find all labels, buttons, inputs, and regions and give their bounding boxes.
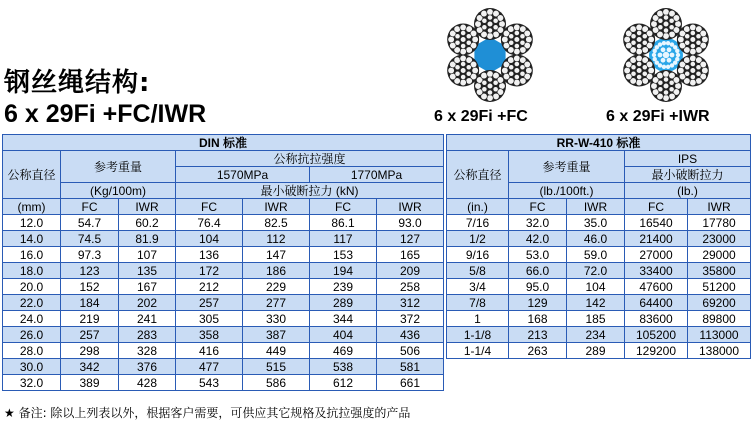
- table-cell: 165: [377, 247, 444, 263]
- rrw-sub-header: FC: [625, 199, 688, 215]
- table-row: [3, 359, 444, 375]
- table-cell: 342: [61, 359, 119, 375]
- table-row: [3, 343, 444, 359]
- table-cell: 586: [243, 375, 310, 391]
- table-cell: 449: [243, 343, 310, 359]
- table-cell: 153: [310, 247, 377, 263]
- table-cell: 104: [176, 231, 243, 247]
- table-cell: 64400: [625, 295, 688, 311]
- caption-fc: 6 x 29Fi +FC: [434, 108, 528, 125]
- table-cell: 46.0: [567, 231, 625, 247]
- din-weight-unit: (Kg/100m): [61, 183, 176, 199]
- table-cell: 328: [119, 343, 176, 359]
- table-cell: 16540: [625, 215, 688, 231]
- din-sub-header: IWR: [243, 199, 310, 215]
- table-cell: 74.5: [61, 231, 119, 247]
- din-table-title: DIN 标准: [3, 135, 444, 151]
- table-cell: 581: [377, 359, 444, 375]
- table-cell: 81.9: [119, 231, 176, 247]
- table-cell: 104: [567, 279, 625, 295]
- table-cell: 372: [377, 311, 444, 327]
- table-cell: 69200: [688, 295, 751, 311]
- table-cell: 152: [61, 279, 119, 295]
- table-row: [3, 231, 444, 247]
- table-cell: 389: [61, 375, 119, 391]
- table-row: [3, 295, 444, 311]
- table-cell: 29000: [688, 247, 751, 263]
- rrw-diameter-unit: (in.): [447, 199, 509, 215]
- table-cell: 258: [377, 279, 444, 295]
- table-cell: 112: [243, 231, 310, 247]
- din-sub-header: IWR: [119, 199, 176, 215]
- rrw-breaking-unit: (lb.): [625, 183, 751, 199]
- table-cell: 185: [567, 311, 625, 327]
- table-row: [3, 311, 444, 327]
- table-cell: 72.0: [567, 263, 625, 279]
- table-cell: 89800: [688, 311, 751, 327]
- page-title-construction: 6 x 29Fi +FC/IWR: [4, 100, 207, 128]
- table-row: [447, 247, 751, 263]
- table-row: [447, 263, 751, 279]
- table-cell: 18.0: [3, 263, 61, 279]
- table-cell: 7/8: [447, 295, 509, 311]
- table-cell: 387: [243, 327, 310, 343]
- rrw410-standard-table: [446, 134, 751, 359]
- table-cell: 35800: [688, 263, 751, 279]
- table-cell: 186: [243, 263, 310, 279]
- rrw-table-title: RR-W-410 标准: [447, 135, 751, 151]
- table-row: [447, 295, 751, 311]
- table-row: [447, 231, 751, 247]
- table-cell: 239: [310, 279, 377, 295]
- table-row: [447, 311, 751, 327]
- rrw-breaking-header: 最小破断拉力: [625, 167, 751, 183]
- din-sub-header: FC: [310, 199, 377, 215]
- table-cell: 138000: [688, 343, 751, 359]
- table-cell: 241: [119, 311, 176, 327]
- table-cell: 59.0: [567, 247, 625, 263]
- table-row: [3, 375, 444, 391]
- table-cell: 289: [567, 343, 625, 359]
- din-grade-1770: 1770MPa: [310, 167, 444, 183]
- table-cell: 9/16: [447, 247, 509, 263]
- table-cell: 358: [176, 327, 243, 343]
- table-cell: 86.1: [310, 215, 377, 231]
- table-cell: 136: [176, 247, 243, 263]
- table-cell: 184: [61, 295, 119, 311]
- table-cell: 35.0: [567, 215, 625, 231]
- table-cell: 51200: [688, 279, 751, 295]
- rrw-sub-header: FC: [509, 199, 567, 215]
- table-row: [3, 247, 444, 263]
- table-cell: 42.0: [509, 231, 567, 247]
- table-cell: 28.0: [3, 343, 61, 359]
- table-cell: 257: [61, 327, 119, 343]
- rrw-weight-unit: (lb./100ft.): [509, 183, 625, 199]
- table-cell: 129: [509, 295, 567, 311]
- table-cell: 305: [176, 311, 243, 327]
- table-cell: 436: [377, 327, 444, 343]
- table-cell: 47600: [625, 279, 688, 295]
- table-cell: 312: [377, 295, 444, 311]
- table-row: [447, 343, 751, 359]
- table-cell: 1: [447, 311, 509, 327]
- table-cell: 33400: [625, 263, 688, 279]
- table-cell: 123: [61, 263, 119, 279]
- table-cell: 142: [567, 295, 625, 311]
- footnote: ★ 备注: 除以上列表以外，根据客户需要，可供应其它规格及抗拉强度的产品: [4, 406, 411, 420]
- rope-cross-section-iwr-image: [618, 2, 714, 108]
- table-cell: 289: [310, 295, 377, 311]
- table-cell: 263: [509, 343, 567, 359]
- table-cell: 129200: [625, 343, 688, 359]
- table-cell: 213: [509, 327, 567, 343]
- rrw-grade-ips: IPS: [625, 151, 751, 167]
- table-row: [447, 327, 751, 343]
- table-row: [3, 279, 444, 295]
- table-cell: 344: [310, 311, 377, 327]
- rope-cross-section-fc-image: [442, 2, 538, 108]
- table-cell: 277: [243, 295, 310, 311]
- table-cell: 135: [119, 263, 176, 279]
- table-cell: 7/16: [447, 215, 509, 231]
- din-diameter-header: 公称直径: [3, 151, 61, 199]
- table-cell: 97.3: [61, 247, 119, 263]
- table-cell: 330: [243, 311, 310, 327]
- table-cell: 20.0: [3, 279, 61, 295]
- table-cell: 506: [377, 343, 444, 359]
- table-cell: 543: [176, 375, 243, 391]
- table-cell: 1/2: [447, 231, 509, 247]
- din-sub-header: IWR: [377, 199, 444, 215]
- table-row: [447, 215, 751, 231]
- din-strength-header: 公称抗拉强度: [176, 151, 444, 167]
- table-cell: 27000: [625, 247, 688, 263]
- table-cell: 60.2: [119, 215, 176, 231]
- table-cell: 202: [119, 295, 176, 311]
- table-cell: 54.7: [61, 215, 119, 231]
- table-cell: 612: [310, 375, 377, 391]
- table-cell: 1-1/4: [447, 343, 509, 359]
- table-cell: 538: [310, 359, 377, 375]
- table-cell: 469: [310, 343, 377, 359]
- table-cell: 21400: [625, 231, 688, 247]
- table-cell: 661: [377, 375, 444, 391]
- din-standard-table: [2, 134, 444, 391]
- din-sub-header: FC: [61, 199, 119, 215]
- table-row: [447, 279, 751, 295]
- rrw-weight-header: 参考重量: [509, 151, 625, 183]
- din-weight-header: 参考重量: [61, 151, 176, 183]
- table-cell: 127: [377, 231, 444, 247]
- table-cell: 17780: [688, 215, 751, 231]
- table-cell: 283: [119, 327, 176, 343]
- din-diameter-unit: (mm): [3, 199, 61, 215]
- table-cell: 416: [176, 343, 243, 359]
- table-cell: 1-1/8: [447, 327, 509, 343]
- table-cell: 298: [61, 343, 119, 359]
- table-cell: 234: [567, 327, 625, 343]
- table-cell: 22.0: [3, 295, 61, 311]
- table-cell: 32.0: [509, 215, 567, 231]
- table-cell: 219: [61, 311, 119, 327]
- table-cell: 229: [243, 279, 310, 295]
- table-cell: 82.5: [243, 215, 310, 231]
- table-cell: 66.0: [509, 263, 567, 279]
- table-cell: 26.0: [3, 327, 61, 343]
- rrw-sub-header: IWR: [688, 199, 751, 215]
- caption-iwr: 6 x 29Fi +IWR: [606, 108, 710, 125]
- table-cell: 16.0: [3, 247, 61, 263]
- table-row: [3, 327, 444, 343]
- table-cell: 477: [176, 359, 243, 375]
- table-cell: 212: [176, 279, 243, 295]
- table-cell: 30.0: [3, 359, 61, 375]
- table-cell: 53.0: [509, 247, 567, 263]
- table-cell: 404: [310, 327, 377, 343]
- table-row: [3, 263, 444, 279]
- table-cell: 515: [243, 359, 310, 375]
- table-cell: 107: [119, 247, 176, 263]
- table-cell: 117: [310, 231, 377, 247]
- table-cell: 376: [119, 359, 176, 375]
- table-cell: 168: [509, 311, 567, 327]
- table-cell: 172: [176, 263, 243, 279]
- table-cell: 23000: [688, 231, 751, 247]
- table-cell: 12.0: [3, 215, 61, 231]
- table-cell: 95.0: [509, 279, 567, 295]
- din-grade-1570: 1570MPa: [176, 167, 310, 183]
- table-cell: 83600: [625, 311, 688, 327]
- page-title-cn: 钢丝绳结构:: [4, 68, 151, 98]
- table-row: [3, 215, 444, 231]
- table-cell: 24.0: [3, 311, 61, 327]
- table-cell: 3/4: [447, 279, 509, 295]
- table-cell: 105200: [625, 327, 688, 343]
- table-cell: 428: [119, 375, 176, 391]
- din-sub-header: FC: [176, 199, 243, 215]
- table-cell: 209: [377, 263, 444, 279]
- table-cell: 32.0: [3, 375, 61, 391]
- table-cell: 93.0: [377, 215, 444, 231]
- table-cell: 147: [243, 247, 310, 263]
- table-cell: 5/8: [447, 263, 509, 279]
- rrw-sub-header: IWR: [567, 199, 625, 215]
- table-cell: 14.0: [3, 231, 61, 247]
- din-breaking-header: 最小破断拉力 (kN): [176, 183, 444, 199]
- table-cell: 76.4: [176, 215, 243, 231]
- table-cell: 194: [310, 263, 377, 279]
- table-cell: 257: [176, 295, 243, 311]
- table-cell: 167: [119, 279, 176, 295]
- table-cell: 113000: [688, 327, 751, 343]
- rrw-diameter-header: 公称直径: [447, 151, 509, 199]
